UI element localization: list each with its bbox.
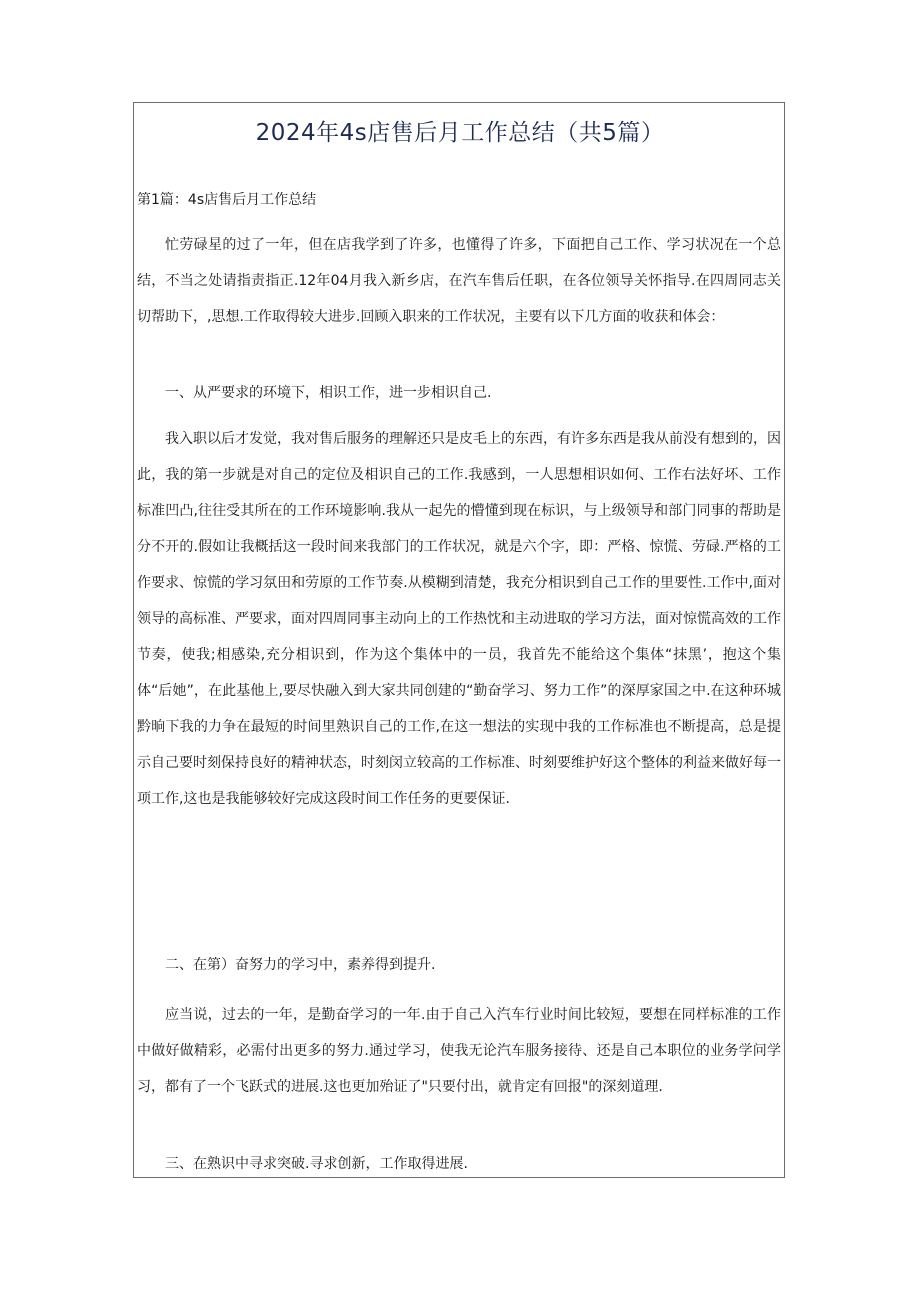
section-heading-one: 一、从严要求的环境下，相识工作，进一步相识自己. bbox=[165, 385, 492, 401]
section-body-two: 应当说，过去的一年，是勤奋学习的一年.由于自己入汽车行业时间比较短，要想在同样标准的工作中做好做精彩，必需付出更多的努力.通过学习，使我无论汽车服务接待、还是自己本职位的业务学问学习，都有了一个飞跃式的进展.这也更加殆证了"只要付出，就肯定有回报"的深刻道理. bbox=[137, 1007, 781, 1095]
section-heading-two: 二、在第）奋努力的学习中，素养得到提升. bbox=[165, 957, 436, 973]
chapter-heading: 第1篇：4s店售后月工作总结 bbox=[137, 192, 317, 208]
section-heading-three: 三、在熟识中寻求突破.寻求创新，工作取得进展. bbox=[165, 1156, 468, 1172]
section-body-one: 我入职以后才发觉，我对售后服务的理解还只是皮毛上的东西，有许多东西是我从前没有想到的，因此，我的第一步就是对自己的定位及相识自己的工作.我感到，一人思想相识如何、工作右法好坏、工作标准凹凸,往往受其所在的工作环境影响.我从一起先的懵懂到现在标识，与上级领导和部门同事的帮助是分不开的.假如让我概括这一段时间来我部门的工作状况，就是六个字，即：严格、惊慌、劳碌.严格的工作要求、惊慌的学习氛田和劳原的工作节奏.从模糊到清楚，我充分相识到自己工作的里要性.工作中,面对领导的高标准、严要求，面对四周同事主动向上的工作热忱和主动进取的学习方法，面对惊慌高效的工作节奏，使我;相感染,充分相识到，作为这个集体中的一员，我首先不能给这个集体“抹黑’，抱这个集体“后她”，在此基他上,要尽快融入到大家共同创建的“勤奋学习、努力工作”的深厚家国之中.在这种环城黔晌下我的力争在最短的时间里熟识自己的工作,在这一想法的实现中我的工作标准也不断提高，总是提示自己要时刻保持良好的精神状态，时刻闵立较高的工作标准、时刻要维护好这个整体的利益来做好每一项工作,这也是我能够较好完成这段时间工作任务的更要保证. bbox=[137, 431, 781, 807]
document-page bbox=[133, 102, 785, 1178]
document-title: 2024年4s店售后月工作总结（共5篇） bbox=[255, 120, 665, 146]
intro-paragraph: 忙劳碌星的过了一年，但在店我学到了许多，也懂得了许多，下面把自己工作、学习状况在一个总结，不当之处请指责指正.12年04月我入新乡店，在汽车售后任职，在各位领导关怀指导.在四周同志关切帮助下，,思想.工作取得较大进步.回顾入职来的工作状况，主要有以下几方面的收获和体会： bbox=[137, 237, 781, 325]
